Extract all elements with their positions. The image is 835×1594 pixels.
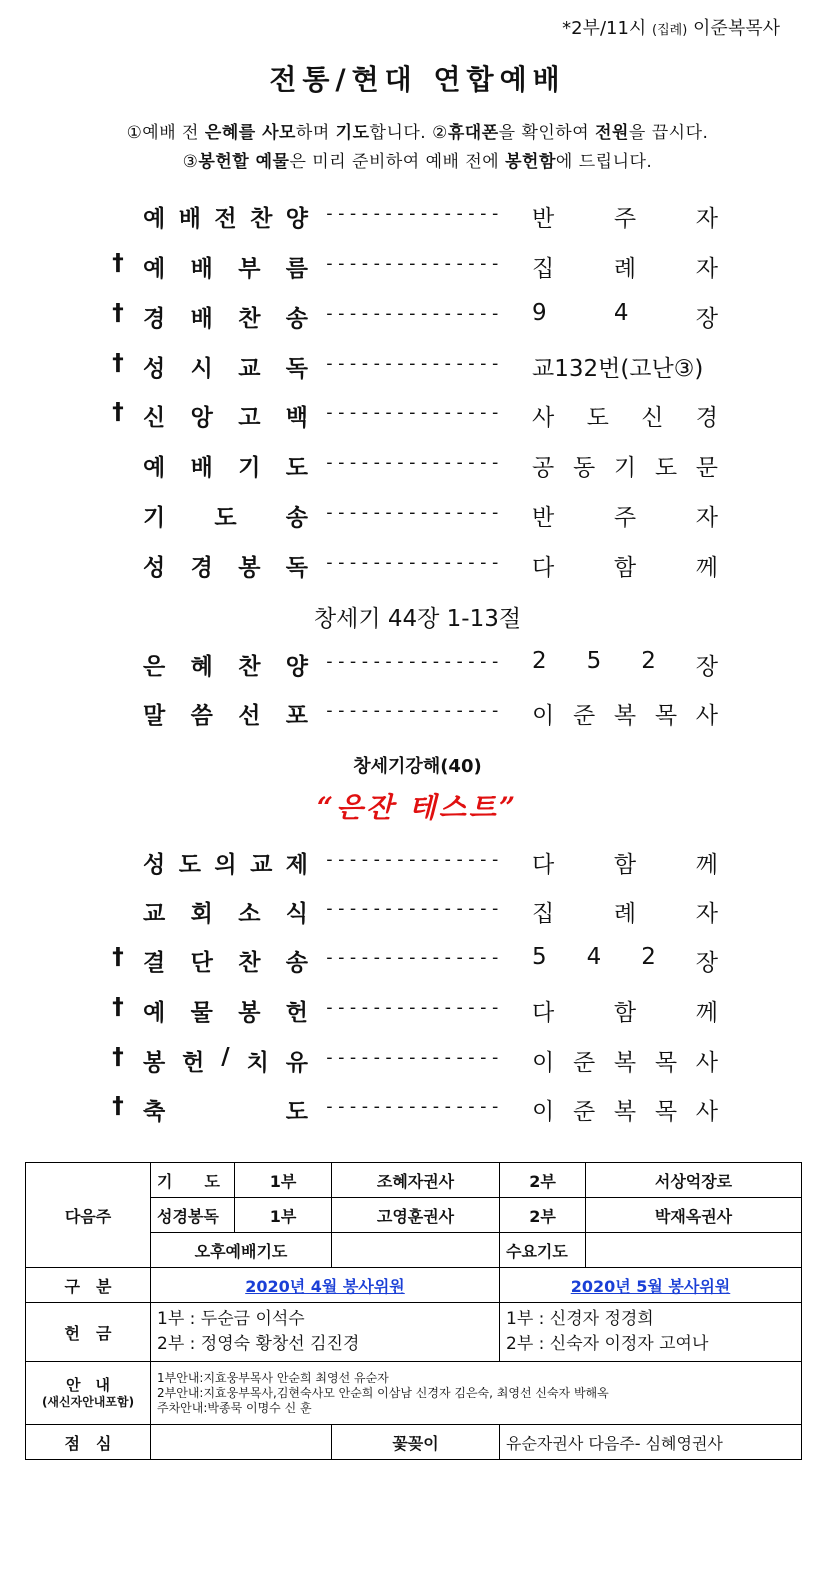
order-item-value (532, 399, 718, 432)
reading-part2-name: 박재옥권사 (586, 1198, 802, 1233)
cross-icon: † (112, 300, 124, 326)
order-item-value-char: 자 (695, 206, 718, 232)
order-item-value-char: 9 (532, 300, 547, 326)
order-row (0, 449, 835, 489)
order-item-value-char: 장 (695, 306, 718, 332)
order-item-name (143, 250, 308, 283)
cross-icon: † (112, 1044, 124, 1070)
order-item-value-char: 목 (654, 1050, 678, 1076)
order-item-name (143, 399, 308, 432)
leader-dashes: --------------- (324, 552, 502, 573)
order-row (0, 300, 835, 340)
order-item-name-char: 성 (143, 356, 166, 382)
header-note-prefix: *2부/11시 (562, 18, 647, 39)
sermon-series: 창세기강해(40) (353, 756, 482, 777)
order-item-value-char: 주 (613, 505, 637, 531)
order-item-name-char: 예 (143, 455, 166, 481)
order-item-name-char: 혜 (190, 654, 213, 680)
order-item-name-char: 독 (285, 356, 308, 382)
order-item-name (143, 449, 308, 482)
order-item-name-char: 헌 (285, 1000, 308, 1026)
offering-april (151, 1303, 500, 1362)
cross-icon: † (112, 1093, 124, 1119)
order-item-value-char: 목 (654, 1099, 678, 1125)
order-row (0, 200, 835, 240)
offering-may-part1: 1부 : 신경자 정경희 (506, 1309, 654, 1329)
order-item-name-char: 성 (143, 852, 166, 878)
offering-may (500, 1303, 802, 1362)
order-item-name-char: 제 (285, 852, 308, 878)
reading-label: 성경봉독 (151, 1198, 235, 1233)
order-item-name (143, 648, 308, 681)
header-note-name: 이준복목사 (693, 18, 780, 39)
order-item-value (532, 697, 718, 730)
leader-dashes: --------------- (324, 849, 502, 870)
order-item-name-char: 단 (190, 950, 213, 976)
notice-text: 봉헌함 (505, 152, 556, 172)
may-committee-link[interactable]: 2020년 5월 봉사위원 (570, 1276, 731, 1296)
order-item-value-char: 복 (613, 1099, 637, 1125)
order-item-value-char: 교132번(고난③) (532, 356, 704, 382)
order-item-name (143, 549, 308, 582)
order-item-name-char: 의 (214, 852, 237, 878)
order-item-value-char: 도 (654, 455, 678, 481)
order-item-name-char: 름 (285, 256, 308, 282)
reading-part2-label: 2부 (500, 1198, 586, 1233)
order-item-value-char: 자 (695, 901, 718, 927)
order-item-name-char: 예 (143, 206, 166, 232)
order-item-value-char: 5 (532, 944, 547, 970)
order-item-name-char: 송 (285, 950, 308, 976)
order-row (0, 350, 835, 390)
notice-text: 을 확인하여 (498, 123, 596, 143)
afternoon-prayer-value (332, 1233, 500, 1268)
offering-label: 헌 금 (26, 1303, 151, 1362)
notice-text: 휴대폰 (447, 123, 499, 143)
order-item-value-char: 사 (695, 1099, 718, 1125)
header-note-small: (집례) (652, 23, 688, 38)
order-row (0, 697, 835, 737)
notice-text: 하며 (295, 123, 336, 143)
prayer-part1-label: 1부 (235, 1163, 332, 1198)
order-item-name-char: 회 (190, 901, 213, 927)
order-item-name-char: 유 (285, 1050, 308, 1076)
order-item-name-char: 찬 (238, 654, 261, 680)
order-item-value-char: 함 (613, 555, 637, 581)
order-item-value-char: 공 (532, 455, 555, 481)
order-item-value (532, 895, 718, 928)
order-item-name-char: 도 (285, 1099, 308, 1125)
notice-line-1 (0, 118, 835, 143)
order-item-value-char: 2 (641, 944, 656, 970)
cross-icon: † (112, 994, 124, 1020)
leader-dashes: --------------- (324, 1096, 502, 1117)
order-row (0, 250, 835, 290)
order-item-value-char: 4 (613, 300, 629, 326)
order-item-value-char: 목 (654, 703, 678, 729)
order-item-name-char: 경 (190, 555, 213, 581)
scripture-reference: 창세기 44장 1-13절 (313, 606, 522, 632)
order-item-value (532, 944, 718, 977)
order-item-value-char: 함 (613, 1000, 637, 1026)
order-item-name (143, 1044, 308, 1077)
order-item-value-char: 준 (572, 1099, 596, 1125)
guide-line: 1부안내:지효웅부목사 안순희 최영선 유순자 (157, 1370, 389, 1385)
order-item-name-char: 배 (190, 306, 213, 332)
order-item-value (532, 350, 718, 383)
order-item-name-char: 포 (285, 703, 308, 729)
order-item-value-char: 께 (695, 1000, 718, 1026)
order-item-name-char: 물 (190, 1000, 213, 1026)
next-week-label: 다음주 (26, 1163, 151, 1268)
order-item-value-char: 동 (572, 455, 596, 481)
order-item-value-char: 2 (641, 648, 656, 674)
leader-dashes: --------------- (324, 452, 502, 473)
order-item-value-char: 자 (695, 256, 718, 282)
offering-april-part2: 2부 : 정영숙 황창선 김진경 (157, 1334, 360, 1354)
notice-text: 은혜를 사모 (204, 123, 296, 143)
order-item-value-char: 반 (532, 505, 555, 531)
order-item-value-char: 께 (695, 852, 718, 878)
order-item-value-char: 함 (613, 852, 637, 878)
leader-dashes: --------------- (324, 997, 502, 1018)
order-item-value (532, 200, 718, 233)
order-item-value (532, 1044, 718, 1077)
order-item-value-char: 께 (695, 555, 718, 581)
order-item-value (532, 499, 718, 532)
order-item-name (143, 994, 308, 1027)
order-item-name-char: 송 (285, 505, 308, 531)
order-item-name (143, 300, 308, 333)
notice-text: 봉헌할 예물 (198, 152, 290, 172)
order-item-name-char: 배 (190, 455, 213, 481)
order-item-name-char: 기 (143, 505, 166, 531)
order-item-value-char: 도 (586, 405, 609, 431)
order-item-name-char: 독 (285, 555, 308, 581)
flowers-value: 유순자권사 다음주- 심혜영권사 (500, 1425, 802, 1460)
order-item-value (532, 300, 718, 333)
order-item-name-char: 도 (285, 455, 308, 481)
notice-text: ①예배 전 (126, 123, 205, 143)
order-item-name (143, 895, 308, 928)
order-item-value-char: 이 (532, 1099, 555, 1125)
guide-line: 주차안내:박종묵 이명수 신 훈 (157, 1400, 312, 1415)
afternoon-prayer-label: 오후예배기도 (151, 1233, 332, 1268)
order-row (0, 944, 835, 984)
notice-line-2 (0, 147, 835, 172)
order-item-name (143, 350, 308, 383)
header-note (562, 14, 780, 40)
order-item-value-char: 주 (613, 206, 637, 232)
cross-icon: † (112, 399, 124, 425)
lunch-label: 점 심 (26, 1425, 151, 1460)
order-item-name-char: 소 (238, 901, 261, 927)
order-item-value-char: 장 (695, 654, 718, 680)
offering-april-part1: 1부 : 두순금 이석수 (157, 1309, 305, 1329)
notice-text: 합니다. ② (369, 123, 448, 143)
order-item-value-char: 반 (532, 206, 555, 232)
order-item-name-char: 예 (143, 1000, 166, 1026)
order-row (0, 895, 835, 935)
order-item-value-char: 사 (695, 1050, 718, 1076)
order-item-value-char: 경 (695, 405, 718, 431)
guide-label-cell (26, 1362, 151, 1425)
order-item-name-char: 찬 (238, 950, 261, 976)
order-item-name-char: 선 (238, 703, 261, 729)
leader-dashes: --------------- (324, 898, 502, 919)
april-committee-link[interactable]: 2020년 4월 봉사위원 (245, 1276, 405, 1296)
order-item-name-char: 양 (285, 206, 308, 232)
order-row (0, 1044, 835, 1084)
order-item-value-char: 집 (532, 901, 555, 927)
order-item-name (143, 1093, 308, 1126)
order-item-value-char: 이 (532, 1050, 555, 1076)
reading-part1-label: 1부 (235, 1198, 332, 1233)
order-item-value-char: 이 (532, 703, 555, 729)
order-row (0, 1093, 835, 1133)
wed-prayer-value (586, 1233, 802, 1268)
order-item-name-char: 축 (143, 1099, 166, 1125)
order-item-name-char: 교 (238, 356, 261, 382)
order-item-name-char: 고 (238, 405, 261, 431)
guide-details (151, 1362, 802, 1425)
order-item-name-char: 경 (143, 306, 166, 332)
order-item-name-char: 식 (285, 901, 308, 927)
order-item-value (532, 1093, 718, 1126)
order-item-value (532, 549, 718, 582)
offering-may-part2: 2부 : 신숙자 이정자 고여나 (506, 1334, 709, 1354)
order-item-value-char: 사 (695, 703, 718, 729)
order-item-value (532, 994, 718, 1027)
order-item-name-char: 찬 (250, 206, 273, 232)
order-item-name-char: 찬 (238, 306, 261, 332)
info-table (25, 1162, 802, 1460)
prayer-part1-name: 조혜자권사 (332, 1163, 500, 1198)
order-item-name-char: 송 (285, 306, 308, 332)
guide-label: 안 내 (66, 1375, 110, 1394)
order-item-value-char: 다 (532, 1000, 555, 1026)
reading-part1-name: 고영훈권사 (332, 1198, 500, 1233)
leader-dashes: --------------- (324, 1047, 502, 1068)
order-row (0, 549, 835, 589)
order-item-name-char: 양 (285, 654, 308, 680)
order-item-value-char: 장 (695, 950, 718, 976)
page-title: 전통/현대 연합예배 (269, 63, 566, 96)
order-item-value-char: 문 (695, 455, 718, 481)
order-item-value-char: 4 (586, 944, 602, 970)
order-item-name-char: 성 (143, 555, 166, 581)
order-item-value-char: 사 (532, 405, 555, 431)
order-item-value-char: 자 (695, 505, 718, 531)
leader-dashes: --------------- (324, 353, 502, 374)
notice-text: 전원 (595, 123, 629, 143)
order-item-value (532, 250, 718, 283)
order-item-value-char: 5 (586, 648, 602, 674)
order-item-value (532, 449, 718, 482)
order-item-name-char: 봉 (238, 1000, 261, 1026)
order-row (0, 648, 835, 688)
leader-dashes: --------------- (324, 651, 502, 672)
order-item-name-char: 배 (178, 206, 201, 232)
order-item-name-char: 시 (190, 356, 213, 382)
order-item-name-char: 결 (143, 950, 166, 976)
leader-dashes: --------------- (324, 303, 502, 324)
guide-sublabel: (새신자안내포함) (41, 1394, 135, 1409)
order-item-value-char: 복 (613, 703, 637, 729)
order-item-name-char: 앙 (190, 405, 213, 431)
order-item-name-char: / (221, 1044, 230, 1070)
order-item-value-char: 기 (613, 455, 637, 481)
order-item-name-char: 치 (246, 1050, 269, 1076)
order-item-name-char: 부 (238, 256, 261, 282)
order-item-value (532, 846, 718, 879)
order-item-value-char: 복 (613, 1050, 637, 1076)
order-item-name (143, 944, 308, 977)
notice-text: 을 끕시다. (628, 123, 709, 143)
category-label: 구 분 (26, 1268, 151, 1303)
flowers-label: 꽃꽂이 (332, 1425, 500, 1460)
order-item-name-char: 도 (214, 505, 237, 531)
order-row (0, 846, 835, 886)
notice-text: ③ (182, 152, 199, 172)
order-item-name-char: 전 (214, 206, 237, 232)
sermon-title: “은잔 테스트” (316, 791, 519, 824)
order-item-name-char: 봉 (238, 555, 261, 581)
leader-dashes: --------------- (324, 203, 502, 224)
leader-dashes: --------------- (324, 253, 502, 274)
notice-text: 은 미리 준비하여 예배 전에 (289, 152, 506, 172)
order-item-value-char: 례 (613, 256, 637, 282)
order-item-value-char: 2 (532, 648, 547, 674)
cross-icon: † (112, 350, 124, 376)
order-item-value-char: 신 (641, 405, 664, 431)
order-row (0, 994, 835, 1034)
leader-dashes: --------------- (324, 502, 502, 523)
order-item-name-char: 봉 (143, 1050, 166, 1076)
order-item-name-char: 교 (250, 852, 273, 878)
order-item-name-char: 씀 (190, 703, 213, 729)
prayer-label: 기 도 (151, 1163, 235, 1198)
cross-icon: † (112, 944, 124, 970)
order-item-value-char: 다 (532, 852, 555, 878)
order-item-value (532, 648, 718, 681)
lunch-value (151, 1425, 332, 1460)
order-item-name-char: 백 (285, 405, 308, 431)
order-item-name-char: 말 (143, 703, 166, 729)
guide-line: 2부안내:지효웅부목사,김현숙사모 안순희 이삼남 신경자 김은숙, 최영선 신숙자 박해옥 (157, 1385, 609, 1400)
order-item-name-char: 헌 (182, 1050, 205, 1076)
wed-prayer-label: 수요기도 (500, 1233, 586, 1268)
order-row (0, 499, 835, 539)
notice-text: 에 드립니다. (555, 152, 653, 172)
order-item-name-char: 예 (143, 256, 166, 282)
prayer-part2-name: 서상억장로 (586, 1163, 802, 1198)
order-item-value-char: 다 (532, 555, 555, 581)
order-item-name (143, 200, 308, 233)
order-row (0, 399, 835, 439)
order-item-name (143, 846, 308, 879)
order-item-value-char: 례 (613, 901, 637, 927)
notice-text: 기도 (335, 123, 370, 143)
order-item-value-char: 준 (572, 703, 596, 729)
order-item-name-char: 신 (143, 405, 166, 431)
leader-dashes: --------------- (324, 947, 502, 968)
order-item-name (143, 697, 308, 730)
leader-dashes: --------------- (324, 700, 502, 721)
leader-dashes: --------------- (324, 402, 502, 423)
order-item-value-char: 준 (572, 1050, 596, 1076)
cross-icon: † (112, 250, 124, 276)
prayer-part2-label: 2부 (500, 1163, 586, 1198)
order-item-value-char: 집 (532, 256, 555, 282)
order-item-name (143, 499, 308, 532)
order-item-name-char: 교 (143, 901, 166, 927)
order-item-name-char: 기 (238, 455, 261, 481)
order-item-name-char: 은 (143, 654, 166, 680)
order-item-name-char: 배 (190, 256, 213, 282)
order-item-name-char: 도 (178, 852, 201, 878)
